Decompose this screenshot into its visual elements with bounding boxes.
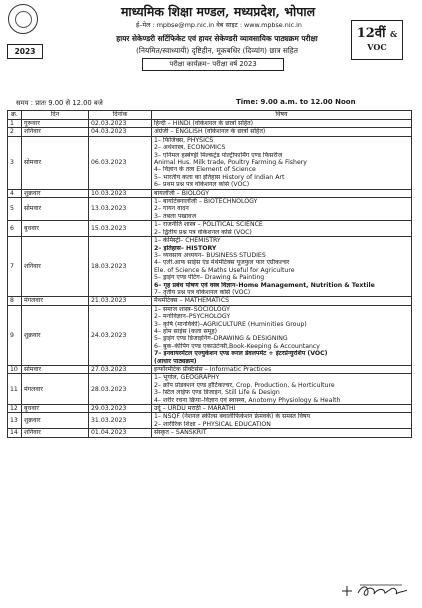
day-cell: शुक्रवार	[22, 305, 89, 365]
subject-cell	[152, 374, 412, 405]
day-cell: सोमवार	[22, 198, 89, 221]
subject-line: 3– व्यवसाय अध्ययन– BUSINESS STUDIES	[154, 251, 266, 259]
subject-line: बायलॉजी – BIOLOGY	[154, 189, 210, 197]
subject-line: 3– स्टिल लाईफ एण्ड डिजाइन, Still Life & Design	[154, 389, 280, 397]
board-seal-icon	[8, 4, 38, 34]
subject-line: 4– एली.आफ साईस एंड मेथेमेटिक्स यूजफुल फार एग्रीकल्चर	[154, 259, 290, 267]
subject-line: 1– केमिस्ट्री– CHEMISTRY	[154, 237, 221, 245]
subject-cell	[152, 189, 412, 197]
date-cell: 06.03.2023	[89, 136, 152, 189]
subject-cell	[152, 120, 412, 128]
day-cell: बुधवार	[22, 405, 89, 413]
exam-schedule-table	[7, 110, 412, 438]
date-cell: 15.03.2023	[89, 221, 152, 237]
serial-cell: 2	[8, 128, 22, 136]
table-row	[8, 429, 412, 437]
subject-line: 1– फिजिक्स, PHYSICS	[154, 136, 214, 144]
subject-line: 3– कृषि (मानविकी)–AGRICULTURE (Huminities Group)	[154, 320, 307, 328]
date-cell: 24.03.2023	[89, 305, 152, 365]
serial-cell: 9	[8, 305, 22, 365]
day-cell: सोमवार	[22, 366, 89, 374]
subject-line: उर्दू – URDU मराठी – MARATHI	[154, 405, 236, 413]
subject-line: 3– तबला पखावज	[154, 212, 197, 220]
day-cell: शुक्रवार	[22, 189, 89, 197]
exam-title: हायर सेकेण्डरी सर्टिफिकेट एवं हायर सेकेण्डरी व्यावसायिक पाठ्यक्रम परीक्षा	[116, 34, 318, 43]
subject-line: 2– मनोविज्ञान–PSYCHOLOGY	[154, 313, 231, 321]
program-title: परीक्षा कार्यक्रम– परीक्षा वर्ष 2023	[142, 58, 284, 71]
table-row	[8, 221, 412, 237]
subject-line: इन्फॉरमेटिक प्रेक्टिसेस – Informatic Practices	[154, 366, 272, 373]
header-day: दिन	[22, 111, 89, 120]
signature-icon	[338, 580, 410, 602]
serial-cell: 13	[8, 413, 22, 429]
serial-cell: 12	[8, 405, 22, 413]
day-cell: बुधवार	[22, 221, 89, 237]
subject-cell	[152, 136, 412, 189]
serial-cell: 8	[8, 297, 22, 305]
table-row	[8, 189, 412, 197]
table-row	[8, 297, 412, 305]
header-date: दिनांक	[89, 111, 152, 120]
table-row	[8, 198, 412, 221]
subject-line: 1– बायोटेक्नालॉजी – BIOTECHNOLOGY	[154, 198, 258, 206]
table-row	[8, 128, 412, 136]
subject-line: 4– शरीर रचना क्रिया–विज्ञान एवं स्वास्थ्य, Anotomy Physiology & Health	[154, 396, 341, 404]
table-row	[8, 120, 412, 128]
subject-line: 2– गायन वादन	[154, 205, 189, 213]
table-row	[8, 366, 412, 374]
class-label: 12वीं &	[356, 26, 398, 41]
subject-line: 2– अर्थशास्त्र, ECONOMICS	[154, 144, 226, 152]
subject-line: 5– भारतीय कला का इतिहास History of Indian Art	[154, 173, 285, 181]
day-cell: मंगलवार	[22, 374, 89, 405]
table-row	[8, 305, 412, 365]
serial-cell: 4	[8, 189, 22, 197]
board-name: माध्यमिक शिक्षा मण्डल, मध्यप्रदेश, भोपाल	[120, 4, 316, 19]
serial-cell: 7	[8, 237, 22, 297]
date-cell: 21.03.2023	[89, 297, 152, 305]
subject-line: 7– तृतीय प्रश्न पत्र वोकेशनल कोर्स (VOC)	[154, 288, 251, 296]
subject-cell	[152, 198, 412, 221]
header-subject: विषय	[152, 111, 412, 120]
subject-cell	[152, 366, 412, 374]
day-cell: सोमवार	[22, 136, 89, 189]
subject-line: अंग्रेजी – ENGLISH (वोकेशनल के छात्रों सहित)	[154, 128, 266, 136]
day-cell: शुक्रवार	[22, 413, 89, 429]
subject-line: 1– भूगोल, GEOGRAPHY	[154, 374, 220, 382]
date-cell: 29.03.2023	[89, 405, 152, 413]
subject-line: 3– एनिमल हस्बेण्ड्री मिल्कट्रेड पोल्ट्रीफार्मिंग एण्ड फिसरीज	[154, 151, 283, 159]
voc-label: VOC	[367, 42, 387, 52]
subject-line: हिन्दी – HINDI (वोकेशनल के छात्रों सहित)	[154, 120, 254, 127]
class-badge	[351, 20, 403, 60]
subject-line: 2– क्रॉप प्रोडक्शन एण्ड हॉर्टिकल्चर, Crop. Production, & Horticulture	[154, 381, 335, 389]
table-row	[8, 405, 412, 413]
subject-cell	[152, 405, 412, 413]
subject-line: 2– द्वितीय प्रश्न पत्र वोकेशनल कोर्स (VOC)	[154, 228, 252, 236]
subject-line: 4– होम साइंस (कला समूह)	[154, 327, 218, 335]
day-cell: शनिवार	[22, 237, 89, 297]
exam-subtitle: (नियमित/स्वाध्यायी) दृष्टिहीन, मूकबधिर (दिव्यांग) छात्र सहित	[136, 46, 298, 55]
subject-line: संस्कृत – SANSKRIT	[154, 429, 207, 437]
subject-cell	[152, 413, 412, 429]
serial-cell: 14	[8, 429, 22, 437]
subject-cell	[152, 221, 412, 237]
table-row	[8, 237, 412, 297]
serial-cell: 10	[8, 366, 22, 374]
subject-line: 1– समाज शास्त्र–SOCIOLOGY	[154, 305, 230, 313]
subject-line: 7– इनवायरमेंटल एज्युकेशन एण्ड रूरल डेवलपमेंट + इंटरप्रेन्युरशिप (VOC)	[154, 350, 328, 358]
subject-line: 2– इतिहास– HISTORY	[154, 244, 217, 252]
subject-line: 4– विज्ञान के तत्व Element of Science	[154, 166, 256, 174]
serial-cell: 5	[8, 198, 22, 221]
date-cell: 13.03.2023	[89, 198, 152, 221]
time-hindi: समय : प्रातः 9.00 से 12.00 बजे	[16, 99, 103, 107]
subject-line: (आधार पाठ्यक्रम)	[154, 357, 197, 365]
subject-cell	[152, 128, 412, 136]
day-cell: गुरूवार	[22, 120, 89, 128]
subject-line: 6– गृह प्रबंध पोषण एवं वस्त्र विज्ञान–Home Management, Nutrition & Textile	[154, 281, 375, 289]
serial-cell: 1	[8, 120, 22, 128]
table-header-row	[8, 111, 412, 120]
table-row	[8, 136, 412, 189]
date-cell: 04.03.2023	[89, 128, 152, 136]
subject-cell	[152, 429, 412, 437]
subject-line: Ele. of Science & Maths Useful for Agriculture	[154, 266, 295, 274]
subject-line: 1– NSQF (नेशनल स्कील्स क्वालीफिकेशन फ्रेमवर्क) के समस्त विषय	[154, 413, 311, 421]
subject-line: 6– प्रथम प्रश्न पत्र वोकेशनल कोर्स (VOC)	[154, 181, 250, 189]
date-cell: 10.03.2023	[89, 189, 152, 197]
serial-cell: 3	[8, 136, 22, 189]
day-cell: शनिवार	[22, 128, 89, 136]
subject-line: 1– राजनीति शास्त्र – POLITICAL SCIENCE	[154, 221, 263, 229]
subject-line: 6– बुक–कीपिंग एण्ड एकाउंटेन्सी,Book-Keeping & Accountancy	[154, 342, 320, 350]
subject-cell	[152, 297, 412, 305]
subject-line: मैथमेटिक्स – MATHEMATICS	[154, 297, 229, 305]
day-cell: मंगलवार	[22, 297, 89, 305]
subject-line: 5– ड्राइंग एण्ड पेंटिंग– Drawing & Painting	[154, 274, 265, 282]
date-cell: 28.03.2023	[89, 374, 152, 405]
date-cell: 01.04.2023	[89, 429, 152, 437]
time-english: Time: 9.00 a.m. to 12.00 Noon	[236, 98, 356, 106]
date-cell: 18.03.2023	[89, 237, 152, 297]
serial-cell: 11	[8, 374, 22, 405]
subject-line: Animal Hus. Milk trade, Poultry Farming & Fishery	[154, 159, 307, 167]
table-row	[8, 374, 412, 405]
date-cell: 27.03.2023	[89, 366, 152, 374]
header-serial: क्र.	[8, 111, 22, 120]
day-cell: शनिवार	[22, 429, 89, 437]
serial-cell: 6	[8, 221, 22, 237]
subject-line: 5– ड्राइंग एण्ड डिजाइनिंग–DRAWING & DESIGNING	[154, 335, 288, 343]
subject-cell	[152, 237, 412, 297]
subject-line: 2– शारीरिक शिक्षा – PHYSICAL EDUCATION	[154, 420, 271, 428]
subject-cell	[152, 305, 412, 365]
year-box: 2023	[7, 44, 43, 59]
date-cell: 02.03.2023	[89, 120, 152, 128]
date-cell: 31.03.2023	[89, 413, 152, 429]
table-row	[8, 413, 412, 429]
contact-line: ई–मेल : mpbse@mp.nic.in वेब साइट : www.mpbse.nic.in	[136, 21, 302, 29]
